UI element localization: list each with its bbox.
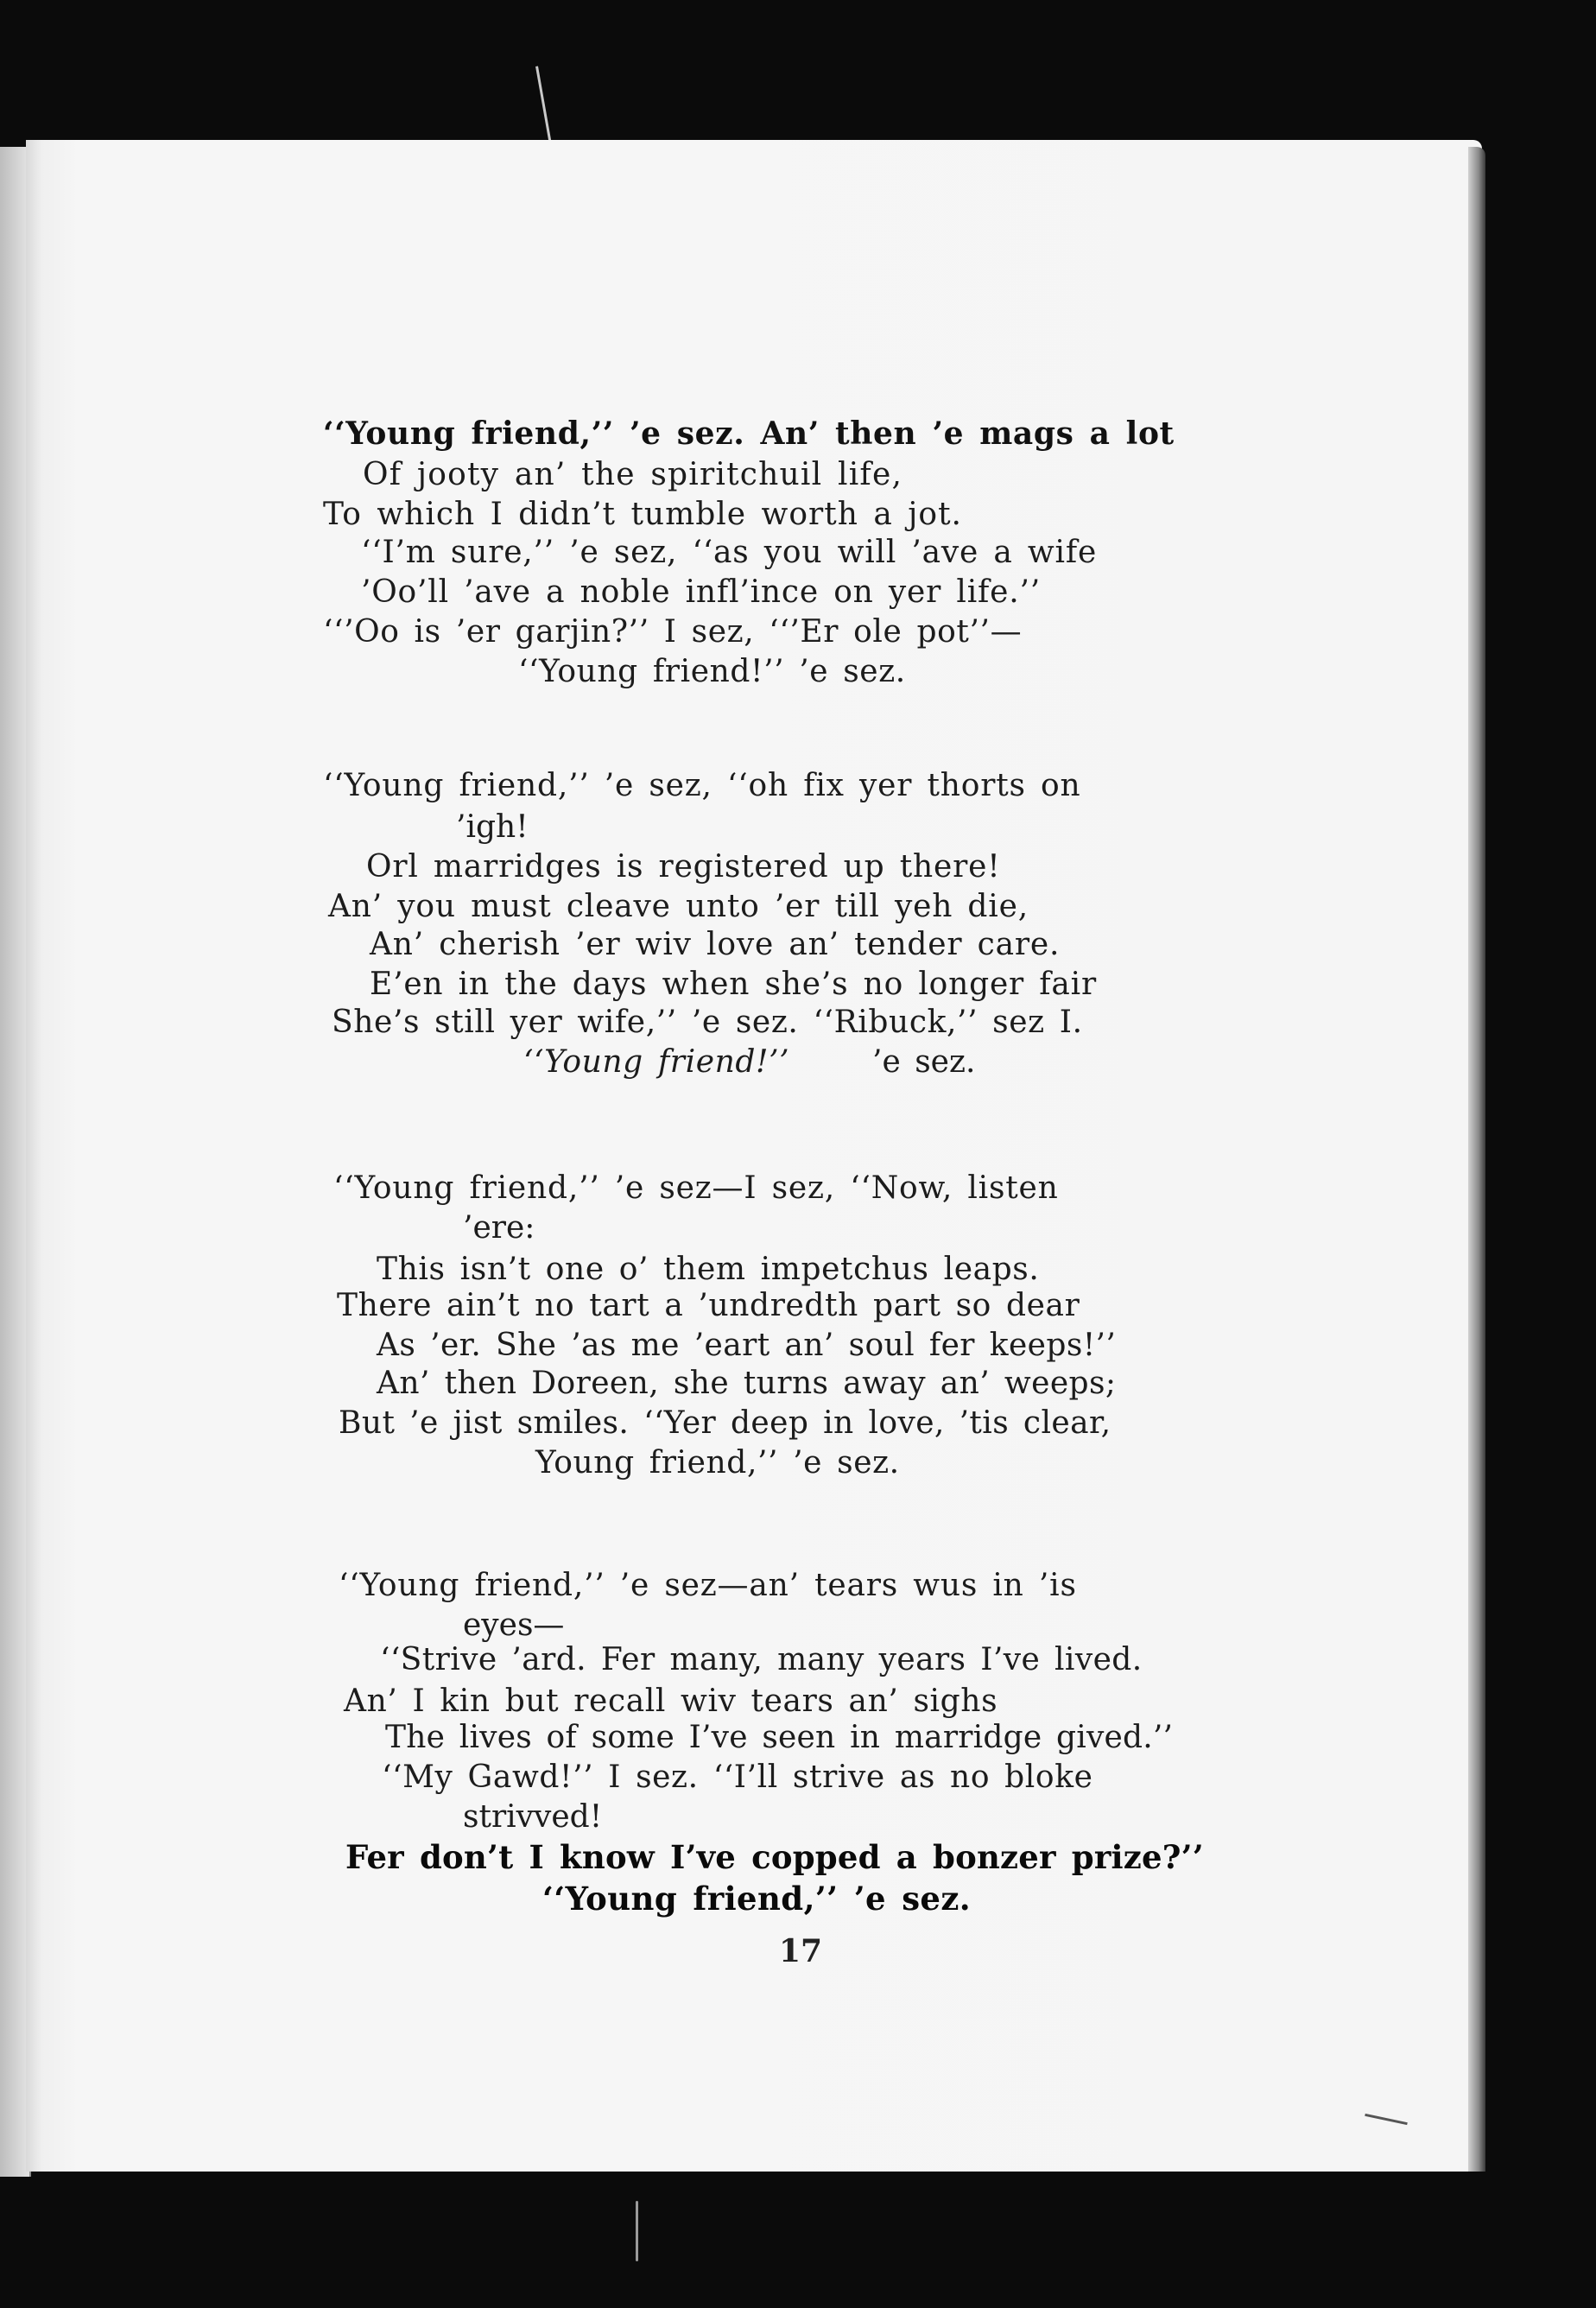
- stanza-line: Young friend,’’ ’e sez.: [535, 1445, 900, 1481]
- scan-mark: [535, 66, 552, 144]
- stanza-line-bold: Fer don’t I know I’ve copped a bonzer prize?’’: [345, 1838, 1204, 1876]
- scan-mark: [636, 2201, 638, 2261]
- stanza-line: ‘‘I’m sure,’’ ’e sez, ‘‘as you will ’ave a wife: [361, 535, 1098, 570]
- stanza-line: But ’e jist smiles. ‘‘Yer deep in love, ’tis clear,: [339, 1405, 1112, 1441]
- stanza-line: ‘‘Young friend!’’ ’e sez.: [518, 654, 906, 689]
- stanza-line: eyes—: [463, 1607, 565, 1643]
- stanza-line: ’e sez.: [872, 1044, 976, 1080]
- stanza-line: ‘‘Young friend,’’ ’e sez, ‘‘oh fix yer thorts on: [323, 768, 1081, 803]
- stanza-line: ‘‘Young friend,’’ ’e sez. An’ then ’e mags a lot: [323, 415, 1175, 452]
- stanza-line: An’ then Doreen, she turns away an’ weeps;: [377, 1366, 1117, 1401]
- stanza-line-bold: ‘‘Young friend,’’ ’e sez.: [542, 1880, 972, 1918]
- stanza-line: ’igh!: [456, 809, 529, 845]
- stanza-line-italic: ‘‘Young friend!’’: [523, 1044, 790, 1080]
- stanza-line: strivved!: [463, 1799, 603, 1835]
- stanza-line: She’s still yer wife,’’ ’e sez. ‘‘Ribuck,’’ sez I.: [332, 1005, 1083, 1040]
- stanza-line: An’ cherish ’er wiv love an’ tender care.: [370, 927, 1061, 962]
- stanza-line: The lives of some I’ve seen in marridge gived.’’: [385, 1720, 1174, 1755]
- stanza-line: ‘‘Strive ’ard. Fer many, many years I’ve lived.: [380, 1642, 1143, 1677]
- page-number: 17: [779, 1933, 823, 1969]
- stanza-line: ’Oo’ll ’ave a noble infl’ince on yer life.’’: [361, 574, 1041, 610]
- stanza-line: There ain’t no tart a ’undredth part so dear: [337, 1288, 1080, 1323]
- stanza-line: E’en in the days when she’s no longer fair: [370, 967, 1098, 1002]
- stanza-line: ‘‘Young friend,’’ ’e sez—I sez, ‘‘Now, listen: [333, 1170, 1059, 1206]
- stanza-line: To which I didn’t tumble worth a jot.: [323, 497, 962, 532]
- stanza-line: As ’er. She ’as me ’eart an’ soul fer keeps!’’: [377, 1328, 1117, 1363]
- stanza-line: Of jooty an’ the spiritchuil life,: [363, 457, 903, 492]
- stanza-line: An’ I kin but recall wiv tears an’ sighs: [344, 1683, 998, 1719]
- stanza-line: This isn’t one o’ them impetchus leaps.: [377, 1252, 1040, 1287]
- stanza-line: ‘‘Young friend,’’ ’e sez—an’ tears wus in ’is: [339, 1568, 1077, 1603]
- page-edge-shadow: [1468, 147, 1485, 2172]
- stanza-line: ’ere:: [463, 1210, 535, 1246]
- stanza-line: ‘‘’Oo is ’er garjin?’’ I sez, ‘‘’Er ole pot’’—: [323, 614, 1023, 650]
- stanza-line: An’ you must cleave unto ’er till yeh die,: [328, 889, 1029, 924]
- stanza-line: ‘‘My Gawd!’’ I sez. ‘‘I’ll strive as no bloke: [382, 1760, 1093, 1795]
- stanza-line: Orl marridges is registered up there!: [366, 849, 1001, 885]
